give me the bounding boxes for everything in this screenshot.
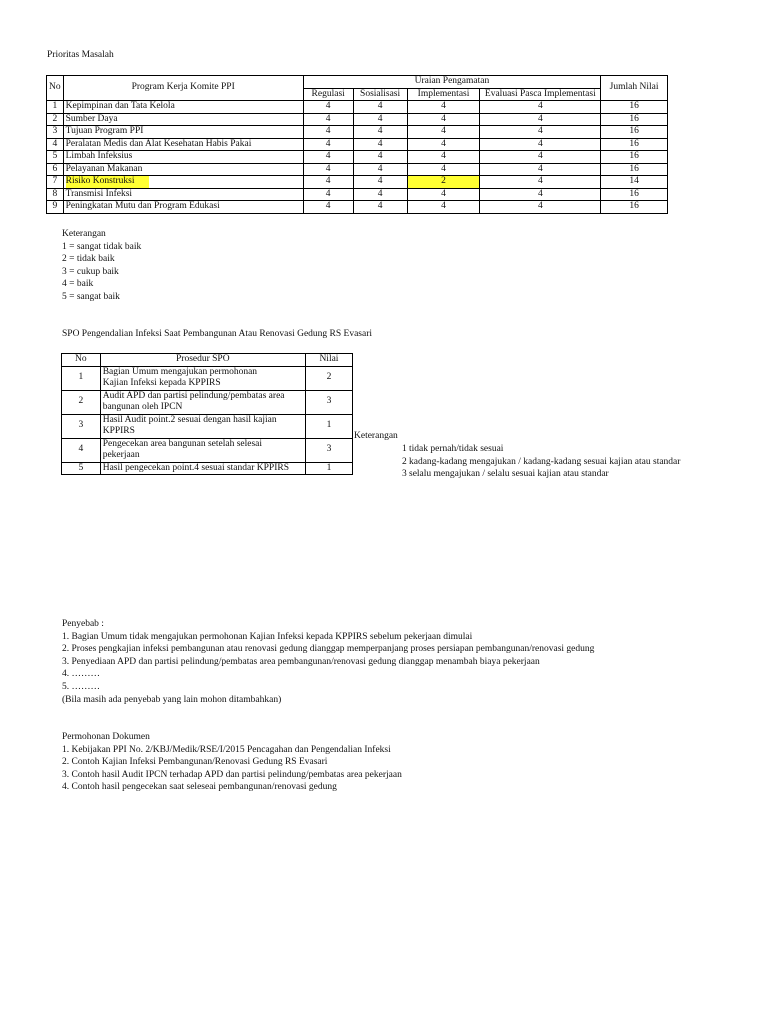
table-row [47, 138, 668, 151]
section-title: Penyebab : [62, 619, 104, 629]
legend-item: 3 selalu mengajukan / selalu sesuai kajian atau standar [402, 469, 609, 480]
row-no: 8 [47, 188, 64, 201]
row-nilai: 1 [305, 414, 352, 438]
row-jumlah: 14 [601, 176, 668, 189]
row-prosedur [100, 438, 305, 462]
row-sosialisasi: 4 [353, 188, 407, 201]
header-program: Program Kerja Komite PPI [63, 76, 303, 101]
row-implementasi: 4 [407, 201, 480, 214]
row-no: 5 [47, 151, 64, 164]
row-regulasi: 4 [303, 188, 353, 201]
legend-item: 4 = baik [62, 279, 94, 290]
penyebab-section [62, 618, 594, 706]
row-sosialisasi: 4 [353, 201, 407, 214]
legend-item: 1 tidak pernah/tidak sesuai [402, 444, 504, 454]
header-jumlah: Jumlah Nilai [601, 76, 668, 101]
table-row [47, 126, 668, 139]
row-jumlah: 16 [601, 101, 668, 114]
table-row [62, 462, 353, 475]
row-no: 4 [47, 138, 64, 151]
header-no: No [47, 76, 64, 101]
row-no: 6 [47, 163, 64, 176]
row-evaluasi: 4 [480, 163, 601, 176]
row-sosialisasi: 4 [353, 138, 407, 151]
highlighted-text: Risiko Konstruksi [66, 176, 149, 188]
row-prosedur [100, 462, 305, 475]
row-program: Sumber Daya [63, 113, 303, 126]
prosedur-line: Kajian Infeksi kepada KPPIRS [102, 378, 221, 388]
row-implementasi: 4 [407, 151, 480, 164]
row-implementasi: 2 [407, 176, 480, 189]
row-no: 9 [47, 201, 64, 214]
row-regulasi: 4 [303, 163, 353, 176]
spo-title: SPO Pengendalian Infeksi Saat Pembangunan Atau Renovasi Gedung RS Evasari [62, 329, 373, 339]
row-jumlah: 16 [601, 151, 668, 164]
row-program: Transmisi Infeksi [63, 188, 303, 201]
page-title: Prioritas Masalah [47, 50, 114, 60]
row-sosialisasi: 4 [353, 126, 407, 139]
legend-item: 2 kadang-kadang mengajukan / kadang-kadang sesuai kajian atau standar [402, 456, 681, 467]
table-row [47, 176, 668, 189]
header-nilai: Nilai [305, 354, 352, 367]
prosedur-line: Hasil pengecekan point.4 sesuai standar KPPIRS [102, 462, 289, 473]
row-sosialisasi: 4 [353, 163, 407, 176]
prosedur-line: pekerjaan [102, 450, 140, 460]
row-program: Peralatan Medis dan Alat Kesehatan Habis Pakai [63, 138, 303, 151]
header-evaluasi: Evaluasi Pasca Implementasi [480, 88, 601, 101]
row-nilai: 1 [305, 462, 352, 475]
row-no: 7 [47, 176, 64, 189]
row-regulasi: 4 [303, 101, 353, 114]
row-jumlah: 16 [601, 163, 668, 176]
table-row [62, 366, 353, 390]
row-program: Peningkatan Mutu dan Program Edukasi [63, 201, 303, 214]
legend-item: 5 = sangat baik [62, 291, 120, 302]
row-jumlah: 16 [601, 113, 668, 126]
row-evaluasi: 4 [480, 138, 601, 151]
row-jumlah: 16 [601, 188, 668, 201]
list-note: (Bila masih ada penyebab yang lain mohon ditambahkan) [62, 694, 282, 705]
row-regulasi: 4 [303, 126, 353, 139]
header-prosedur: Prosedur SPO [100, 354, 305, 367]
header-regulasi: Regulasi [303, 88, 353, 101]
row-implementasi: 4 [407, 126, 480, 139]
row-program: Tujuan Program PPI [63, 126, 303, 139]
row-implementasi: 4 [407, 138, 480, 151]
row-nilai: 2 [305, 366, 352, 390]
row-jumlah: 16 [601, 138, 668, 151]
legend-values [62, 228, 141, 304]
header-uraian: Uraian Pengamatan [303, 76, 600, 89]
row-implementasi: 4 [407, 101, 480, 114]
row-no: 4 [62, 438, 101, 462]
row-program: Kepimpinan dan Tata Kelola [63, 101, 303, 114]
row-jumlah: 16 [601, 126, 668, 139]
table-row [47, 201, 668, 214]
row-evaluasi: 4 [480, 151, 601, 164]
row-no: 2 [62, 390, 101, 414]
row-prosedur [100, 366, 305, 390]
table-row [62, 414, 353, 438]
table-row [47, 151, 668, 164]
table-row [47, 101, 668, 114]
row-nilai: 3 [305, 390, 352, 414]
list-item: 4. ……… [62, 669, 100, 680]
row-evaluasi: 4 [480, 201, 601, 214]
table-row [47, 188, 668, 201]
row-evaluasi: 4 [480, 113, 601, 126]
table-row [62, 390, 353, 414]
row-regulasi: 4 [303, 176, 353, 189]
prosedur-line: bangunan oleh IPCN [102, 402, 183, 412]
table-row [62, 438, 353, 462]
list-item: 1. Kebijakan PPI No. 2/KBJ/Medik/RSE/I/2015 Pencagahan dan Pengendalian Infeksi [62, 744, 391, 755]
list-item: 3. Penyediaan APD dan partisi pelindung/pembatas area pembangunan/renovasi gedung dianggap menambah biaya pekerjaan [62, 656, 540, 667]
priority-table [46, 75, 668, 214]
legend-criteria [402, 443, 680, 481]
permohonan-section [62, 731, 402, 794]
spo-table [61, 353, 353, 475]
list-item: 2. Proses pengkajian infeksi pembangunan atau renovasi gedung dianggap memperpanjang proses persiapan pembangunan/renovasi gedung [62, 644, 595, 655]
row-implementasi: 4 [407, 113, 480, 126]
row-evaluasi: 4 [480, 101, 601, 114]
row-nilai: 3 [305, 438, 352, 462]
row-no: 3 [47, 126, 64, 139]
row-implementasi: 4 [407, 188, 480, 201]
row-evaluasi: 4 [480, 126, 601, 139]
row-regulasi: 4 [303, 151, 353, 164]
table-row [47, 113, 668, 126]
row-evaluasi: 4 [480, 176, 601, 189]
list-item: 2. Contoh Kajian Infeksi Pembangunan/Renovasi Gedung RS Evasari [62, 757, 328, 768]
row-regulasi: 4 [303, 201, 353, 214]
prosedur-line: Hasil Audit point.2 sesuai dengan hasil kajian [102, 414, 277, 425]
list-item: 1. Bagian Umum tidak mengajukan permohonan Kajian Infeksi kepada KPPIRS sebelum pekerjaan dimulai [62, 631, 473, 642]
row-jumlah: 16 [601, 201, 668, 214]
prosedur-line: Pengecekan area bangunan setelah selesai [102, 438, 263, 449]
header-no: No [62, 354, 101, 367]
row-sosialisasi: 4 [353, 176, 407, 189]
legend-title: Keterangan [62, 229, 106, 239]
row-regulasi: 4 [303, 138, 353, 151]
section-title: Permohonan Dokumen [62, 732, 150, 742]
row-prosedur [100, 414, 305, 438]
header-implementasi: Implementasi [407, 88, 480, 101]
row-prosedur [100, 390, 305, 414]
prosedur-line: Bagian Umum mengajukan permohonan [102, 366, 258, 377]
header-sosialisasi: Sosialisasi [353, 88, 407, 101]
row-sosialisasi: 4 [353, 101, 407, 114]
prosedur-line: KPPIRS [102, 426, 135, 436]
list-item: 5. ……… [62, 681, 100, 692]
legend-item: 3 = cukup baik [62, 266, 119, 277]
legend-item: 1 = sangat tidak baik [62, 241, 142, 252]
row-no: 5 [62, 462, 101, 475]
legend2-title: Keterangan [354, 431, 398, 441]
row-no: 1 [62, 366, 101, 390]
legend-item: 2 = tidak baik [62, 254, 115, 265]
row-implementasi: 4 [407, 163, 480, 176]
row-no: 2 [47, 113, 64, 126]
list-item: 3. Contoh hasil Audit IPCN terhadap APD dan partisi pelindung/pembatas area pekerjaan [62, 769, 402, 780]
row-sosialisasi: 4 [353, 113, 407, 126]
row-no: 3 [62, 414, 101, 438]
row-regulasi: 4 [303, 113, 353, 126]
row-program: Limbah Infeksius [63, 151, 303, 164]
row-no: 1 [47, 101, 64, 114]
prosedur-line: Audit APD dan partisi pelindung/pembatas area [102, 390, 285, 401]
row-evaluasi: 4 [480, 188, 601, 201]
row-sosialisasi: 4 [353, 151, 407, 164]
table-row [47, 163, 668, 176]
list-item: 4. Contoh hasil pengecekan saat seleseai pembangunan/renovasi gedung [62, 782, 337, 793]
row-program: Pelayanan Makanan [63, 163, 303, 176]
row-program [63, 176, 303, 189]
